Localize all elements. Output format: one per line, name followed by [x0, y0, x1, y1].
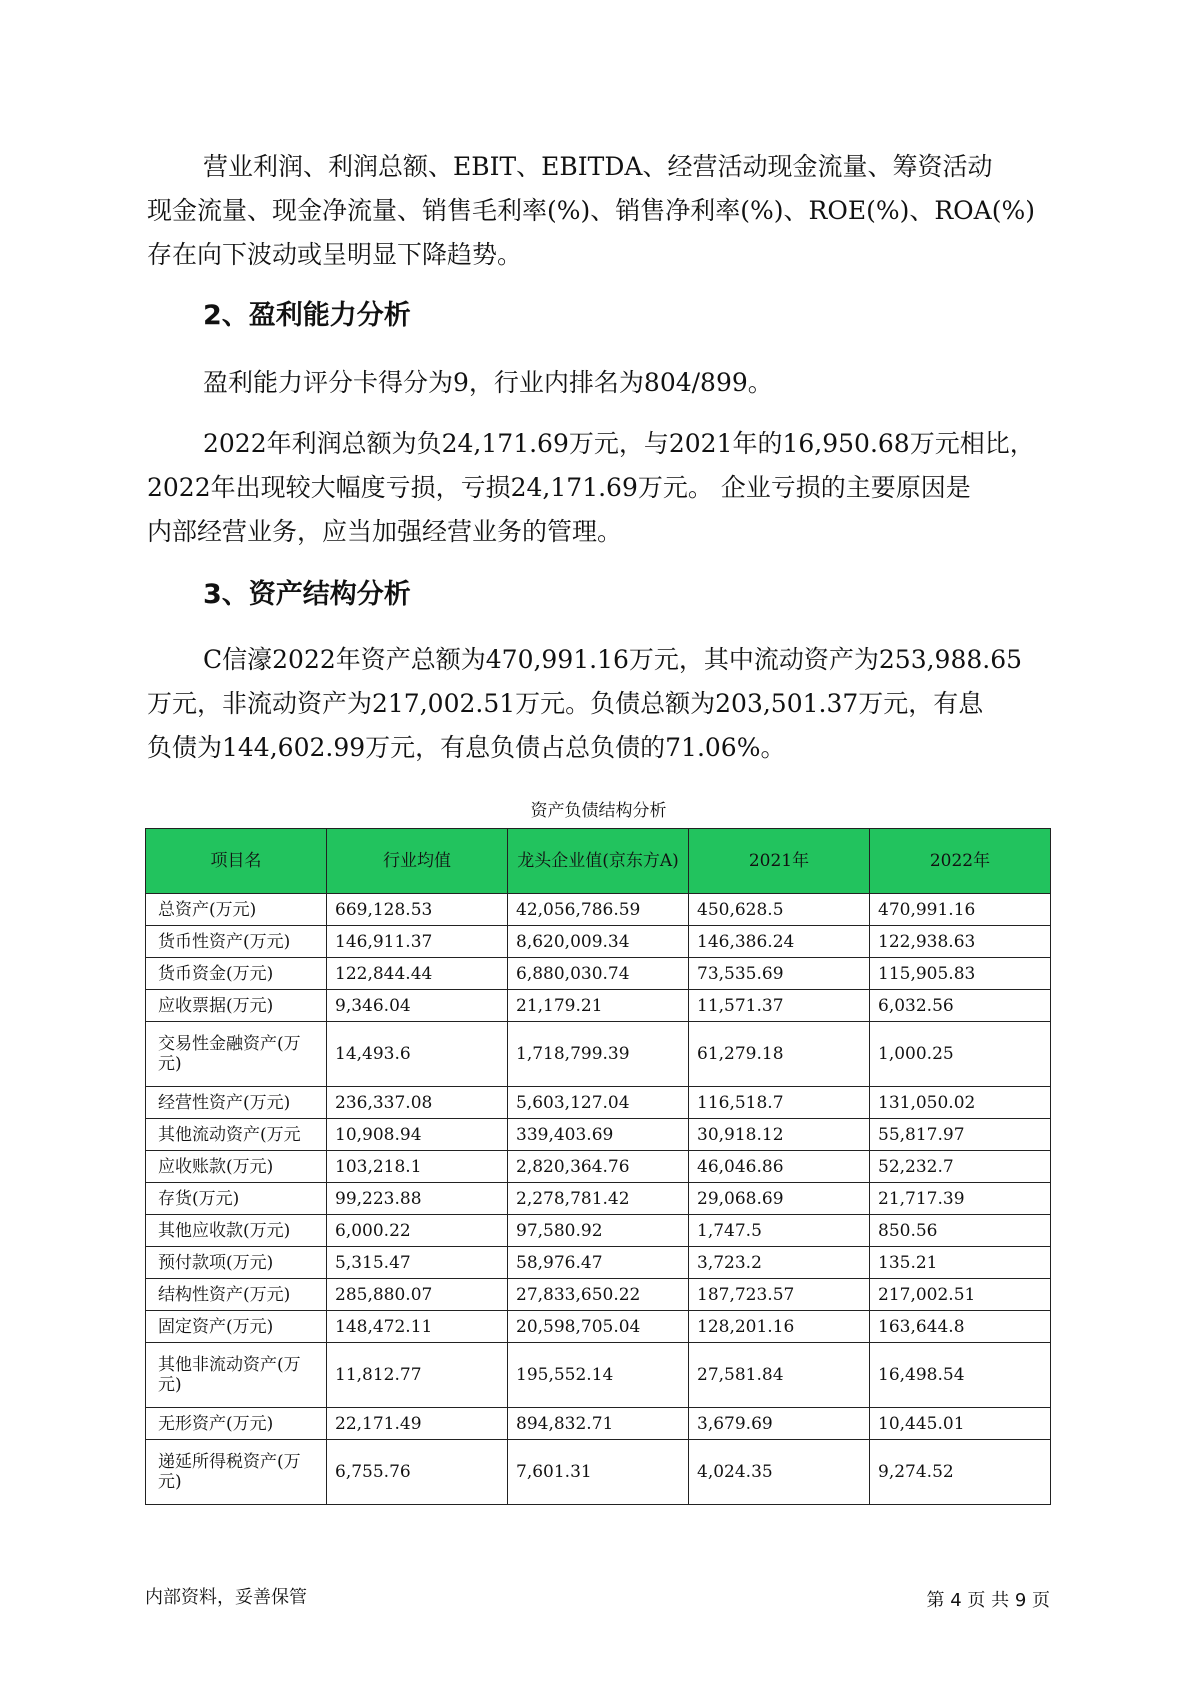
row-value-cell: 16,498.54 [870, 1343, 1051, 1408]
row-value-cell: 29,068.69 [689, 1183, 870, 1215]
row-item-name: 固定资产(万元) [146, 1311, 327, 1343]
table-row [146, 1183, 1051, 1215]
row-value-cell: 9,274.52 [870, 1440, 1051, 1505]
row-value-cell: 61,279.18 [689, 1022, 870, 1087]
row-item-name: 应收票据(万元) [146, 990, 327, 1022]
row-value-cell: 73,535.69 [689, 958, 870, 990]
row-value-cell: 46,046.86 [689, 1151, 870, 1183]
row-value-cell: 1,747.5 [689, 1215, 870, 1247]
table-row [146, 926, 1051, 958]
row-value-cell: 2,820,364.76 [508, 1151, 689, 1183]
row-value-cell: 6,755.76 [327, 1440, 508, 1505]
row-item-name: 货币性资产(万元) [146, 926, 327, 958]
row-value-cell: 27,833,650.22 [508, 1279, 689, 1311]
row-value-cell: 6,000.22 [327, 1215, 508, 1247]
row-value-cell: 8,620,009.34 [508, 926, 689, 958]
table-row [146, 990, 1051, 1022]
asset-structure-table [145, 828, 1051, 1505]
section2-heading: 2、盈利能力分析 [203, 300, 411, 331]
row-value-cell: 122,938.63 [870, 926, 1051, 958]
section3-line-3: 负债为144,602.99万元，有息负债占总负债的71.06%。 [147, 733, 786, 762]
row-value-cell: 217,002.51 [870, 1279, 1051, 1311]
row-value-cell: 20,598,705.04 [508, 1311, 689, 1343]
row-value-cell: 14,493.6 [327, 1022, 508, 1087]
row-value-cell: 21,717.39 [870, 1183, 1051, 1215]
table-row [146, 1440, 1051, 1505]
table-row [146, 1022, 1051, 1087]
row-value-cell: 7,601.31 [508, 1440, 689, 1505]
row-item-name: 其他流动资产(万元 [146, 1119, 327, 1151]
row-value-cell: 236,337.08 [327, 1087, 508, 1119]
row-value-cell: 5,315.47 [327, 1247, 508, 1279]
section3-heading: 3、资产结构分析 [203, 579, 411, 610]
row-value-cell: 1,000.25 [870, 1022, 1051, 1087]
footer-confidential-note: 内部资料，妥善保管 [145, 1587, 307, 1608]
row-value-cell: 22,171.49 [327, 1408, 508, 1440]
row-value-cell: 146,911.37 [327, 926, 508, 958]
row-value-cell: 42,056,786.59 [508, 894, 689, 926]
row-value-cell: 1,718,799.39 [508, 1022, 689, 1087]
table-caption: 资产负债结构分析 [530, 801, 667, 821]
row-value-cell: 6,880,030.74 [508, 958, 689, 990]
row-value-cell: 11,571.37 [689, 990, 870, 1022]
table-header-row [146, 829, 1051, 894]
section2-para2-line-2: 2022年出现较大幅度亏损，亏损24,171.69万元。 企业亏损的主要原因是 [147, 473, 971, 502]
section2-para2-line-3: 内部经营业务，应当加强经营业务的管理。 [147, 517, 623, 546]
row-value-cell: 3,679.69 [689, 1408, 870, 1440]
row-value-cell: 97,580.92 [508, 1215, 689, 1247]
row-value-cell: 470,991.16 [870, 894, 1051, 926]
section3-paragraph [147, 638, 1045, 770]
row-item-name: 预付款项(万元) [146, 1247, 327, 1279]
row-item-name: 存货(万元) [146, 1183, 327, 1215]
row-value-cell: 99,223.88 [327, 1183, 508, 1215]
row-value-cell: 10,445.01 [870, 1408, 1051, 1440]
intro-line-1: 营业利润、利润总额、EBIT、EBITDA、经营活动现金流量、筹资活动 [203, 152, 993, 181]
row-value-cell: 4,024.35 [689, 1440, 870, 1505]
row-value-cell: 10,908.94 [327, 1119, 508, 1151]
row-value-cell: 2,278,781.42 [508, 1183, 689, 1215]
row-value-cell: 116,518.7 [689, 1087, 870, 1119]
row-value-cell: 187,723.57 [689, 1279, 870, 1311]
table-row [146, 1215, 1051, 1247]
row-value-cell: 163,644.8 [870, 1311, 1051, 1343]
row-value-cell: 52,232.7 [870, 1151, 1051, 1183]
table-row [146, 1408, 1051, 1440]
row-value-cell: 128,201.16 [689, 1311, 870, 1343]
intro-line-2: 现金流量、现金净流量、销售毛利率(%)、销售净利率(%)、ROE(%)、ROA(%) [147, 196, 1035, 225]
row-item-name: 其他非流动资产(万元) [146, 1343, 327, 1408]
row-item-name: 交易性金融资产(万元) [146, 1022, 327, 1087]
row-item-name: 经营性资产(万元) [146, 1087, 327, 1119]
row-value-cell: 6,032.56 [870, 990, 1051, 1022]
row-value-cell: 55,817.97 [870, 1119, 1051, 1151]
row-value-cell: 103,218.1 [327, 1151, 508, 1183]
header-item-name: 项目名 [146, 829, 327, 894]
header-2022: 2022年 [870, 829, 1051, 894]
row-value-cell: 58,976.47 [508, 1247, 689, 1279]
row-value-cell: 339,403.69 [508, 1119, 689, 1151]
row-value-cell: 115,905.83 [870, 958, 1051, 990]
row-value-cell: 122,844.44 [327, 958, 508, 990]
table-row [146, 1087, 1051, 1119]
section2-para2 [147, 422, 1045, 554]
footer-page-number: 第 4 页 共 9 页 [926, 1590, 1050, 1611]
row-value-cell: 146,386.24 [689, 926, 870, 958]
row-value-cell: 9,346.04 [327, 990, 508, 1022]
table-row [146, 1247, 1051, 1279]
row-value-cell: 669,128.53 [327, 894, 508, 926]
intro-paragraph [147, 145, 1045, 277]
row-item-name: 货币资金(万元) [146, 958, 327, 990]
header-leader-value: 龙头企业值(京东方A) [508, 829, 689, 894]
row-item-name: 其他应收款(万元) [146, 1215, 327, 1247]
section2-para1-line: 盈利能力评分卡得分为9，行业内排名为804/899。 [203, 368, 773, 397]
table-row [146, 894, 1051, 926]
section2-para2-line-1: 2022年利润总额为负24,171.69万元，与2021年的16,950.68万元相比， [203, 429, 1035, 458]
row-item-name: 无形资产(万元) [146, 1408, 327, 1440]
row-value-cell: 5,603,127.04 [508, 1087, 689, 1119]
row-value-cell: 135.21 [870, 1247, 1051, 1279]
section2-para1 [147, 361, 1045, 405]
row-item-name: 应收账款(万元) [146, 1151, 327, 1183]
row-item-name: 总资产(万元) [146, 894, 327, 926]
row-value-cell: 131,050.02 [870, 1087, 1051, 1119]
row-value-cell: 450,628.5 [689, 894, 870, 926]
row-item-name: 递延所得税资产(万元) [146, 1440, 327, 1505]
table-row [146, 1279, 1051, 1311]
row-value-cell: 27,581.84 [689, 1343, 870, 1408]
row-value-cell: 148,472.11 [327, 1311, 508, 1343]
row-value-cell: 30,918.12 [689, 1119, 870, 1151]
row-item-name: 结构性资产(万元) [146, 1279, 327, 1311]
table-row [146, 1151, 1051, 1183]
table-row [146, 1311, 1051, 1343]
table-row [146, 1119, 1051, 1151]
table-row [146, 1343, 1051, 1408]
table-row [146, 958, 1051, 990]
row-value-cell: 195,552.14 [508, 1343, 689, 1408]
row-value-cell: 285,880.07 [327, 1279, 508, 1311]
row-value-cell: 11,812.77 [327, 1343, 508, 1408]
row-value-cell: 850.56 [870, 1215, 1051, 1247]
section3-line-1: C信濠2022年资产总额为470,991.16万元，其中流动资产为253,988.65 [203, 645, 1023, 674]
table-body [146, 894, 1051, 1505]
row-value-cell: 894,832.71 [508, 1408, 689, 1440]
row-value-cell: 3,723.2 [689, 1247, 870, 1279]
header-2021: 2021年 [689, 829, 870, 894]
row-value-cell: 21,179.21 [508, 990, 689, 1022]
header-industry-average: 行业均值 [327, 829, 508, 894]
intro-line-3: 存在向下波动或呈明显下降趋势。 [147, 240, 523, 269]
section3-line-2: 万元，非流动资产为217,002.51万元。负债总额为203,501.37万元，有息 [147, 689, 984, 718]
